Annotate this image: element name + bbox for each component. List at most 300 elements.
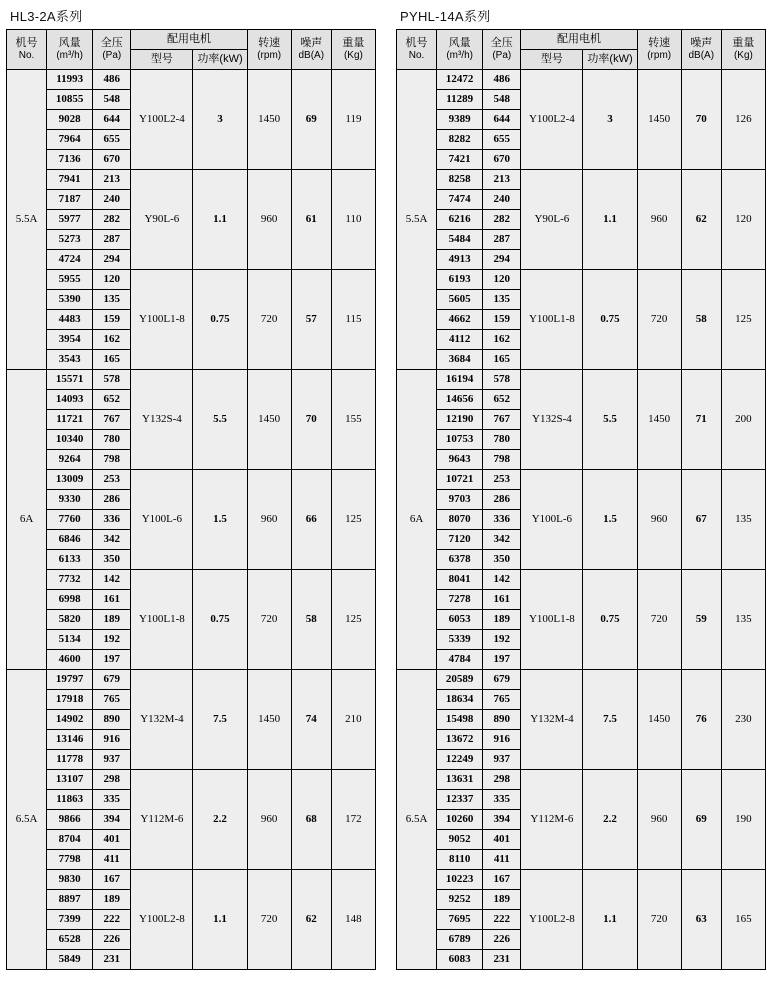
- cell-noise: 63: [681, 870, 721, 970]
- cell-rpm: 1450: [247, 70, 291, 170]
- cell-pressure: 411: [93, 850, 131, 870]
- cell-pressure: 282: [93, 210, 131, 230]
- cell-pressure: 798: [483, 450, 521, 470]
- table-row: [397, 370, 766, 390]
- cell-flow: 12337: [437, 790, 483, 810]
- cell-flow: 7136: [47, 150, 93, 170]
- cell-flow: 17918: [47, 690, 93, 710]
- table-row: [397, 70, 766, 90]
- cell-pressure: 937: [483, 750, 521, 770]
- cell-flow: 6193: [437, 270, 483, 290]
- tables-container: [6, 4, 765, 970]
- cell-flow: 10223: [437, 870, 483, 890]
- cell-flow: 13672: [437, 730, 483, 750]
- cell-motor-power: 1.5: [583, 470, 637, 570]
- cell-motor-power: 0.75: [193, 270, 247, 370]
- cell-flow: 12190: [437, 410, 483, 430]
- table-row: [7, 770, 376, 790]
- cell-noise: 69: [291, 70, 331, 170]
- cell-pressure: 165: [93, 350, 131, 370]
- table-row: [397, 270, 766, 290]
- cell-flow: 12249: [437, 750, 483, 770]
- table-body: [397, 70, 766, 970]
- cell-motor-model: Y100L2-8: [521, 870, 583, 970]
- cell-pressure: 213: [93, 170, 131, 190]
- cell-rpm: 720: [247, 570, 291, 670]
- cell-motor-model: Y100L2-4: [521, 70, 583, 170]
- cell-flow: 11289: [437, 90, 483, 110]
- cell-pressure: 336: [483, 510, 521, 530]
- cell-rpm: 720: [637, 270, 681, 370]
- cell-flow: 8070: [437, 510, 483, 530]
- cell-pressure: 159: [93, 310, 131, 330]
- cell-motor-power: 1.1: [583, 870, 637, 970]
- header-power: [193, 50, 247, 70]
- cell-pressure: 916: [483, 730, 521, 750]
- cell-flow: 7941: [47, 170, 93, 190]
- cell-pressure: 231: [93, 950, 131, 970]
- cell-flow: 13009: [47, 470, 93, 490]
- header-no-main: 机号: [405, 37, 428, 50]
- cell-pressure: 165: [483, 350, 521, 370]
- cell-pressure: 189: [93, 610, 131, 630]
- cell-pressure: 287: [483, 230, 521, 250]
- cell-flow: 5605: [437, 290, 483, 310]
- header-pressure-sub: (Pa): [102, 50, 122, 62]
- cell-pressure: 189: [93, 890, 131, 910]
- cell-rpm: 960: [637, 170, 681, 270]
- header-rpm-sub: (rpm): [257, 50, 282, 62]
- cell-flow: 16194: [437, 370, 483, 390]
- cell-pressure: 890: [93, 710, 131, 730]
- header-rpm: [637, 30, 681, 70]
- header-rpm-main: 转速: [648, 37, 671, 50]
- header-motor: [521, 30, 637, 50]
- header-motor-main: 配用电机: [166, 33, 211, 46]
- table-row: [7, 870, 376, 890]
- cell-flow: 7474: [437, 190, 483, 210]
- header-pressure: [93, 30, 131, 70]
- cell-weight: 126: [721, 70, 765, 170]
- cell-motor-power: 1.1: [193, 170, 247, 270]
- cell-pressure: 652: [483, 390, 521, 410]
- cell-flow: 7278: [437, 590, 483, 610]
- cell-machine-no: 5.5A: [7, 70, 47, 370]
- cell-rpm: 1450: [247, 370, 291, 470]
- cell-noise: 69: [681, 770, 721, 870]
- cell-pressure: 197: [93, 650, 131, 670]
- cell-pressure: 167: [93, 870, 131, 890]
- cell-pressure: 679: [93, 670, 131, 690]
- cell-flow: 6216: [437, 210, 483, 230]
- cell-motor-model: Y132S-4: [521, 370, 583, 470]
- cell-flow: 11778: [47, 750, 93, 770]
- cell-motor-power: 2.2: [583, 770, 637, 870]
- cell-rpm: 1450: [637, 70, 681, 170]
- cell-flow: 9866: [47, 810, 93, 830]
- cell-motor-power: 3: [193, 70, 247, 170]
- header-noise: [681, 30, 721, 70]
- cell-pressure: 394: [93, 810, 131, 830]
- header-flow: [47, 30, 93, 70]
- cell-flow: 7760: [47, 510, 93, 530]
- cell-motor-power: 5.5: [583, 370, 637, 470]
- cell-noise: 59: [681, 570, 721, 670]
- cell-pressure: 548: [483, 90, 521, 110]
- cell-flow: 5390: [47, 290, 93, 310]
- cell-pressure: 282: [483, 210, 521, 230]
- header-model: [131, 50, 193, 70]
- table-row: [397, 470, 766, 490]
- table-block: [396, 4, 766, 970]
- cell-flow: 12472: [437, 70, 483, 90]
- header-rpm-sub: (rpm): [647, 50, 672, 62]
- cell-machine-no: 6A: [7, 370, 47, 670]
- header-no: [7, 30, 47, 70]
- cell-flow: 4483: [47, 310, 93, 330]
- cell-flow: 20589: [437, 670, 483, 690]
- header-pressure-sub: (Pa): [492, 50, 512, 62]
- cell-flow: 7695: [437, 910, 483, 930]
- cell-pressure: 120: [93, 270, 131, 290]
- cell-flow: 9643: [437, 450, 483, 470]
- cell-machine-no: 5.5A: [397, 70, 437, 370]
- cell-flow: 15571: [47, 370, 93, 390]
- cell-rpm: 1450: [637, 670, 681, 770]
- cell-noise: 61: [291, 170, 331, 270]
- cell-flow: 4913: [437, 250, 483, 270]
- header-weight-main: 重量: [342, 37, 365, 50]
- cell-rpm: 960: [247, 170, 291, 270]
- cell-flow: 10855: [47, 90, 93, 110]
- cell-motor-power: 0.75: [583, 570, 637, 670]
- cell-pressure: 486: [93, 70, 131, 90]
- cell-flow: 5339: [437, 630, 483, 650]
- cell-flow: 15498: [437, 710, 483, 730]
- table-row: [7, 70, 376, 90]
- cell-flow: 4112: [437, 330, 483, 350]
- cell-pressure: 286: [483, 490, 521, 510]
- cell-noise: 62: [681, 170, 721, 270]
- cell-flow: 8704: [47, 830, 93, 850]
- table-header: [397, 30, 766, 70]
- cell-flow: 10260: [437, 810, 483, 830]
- cell-motor-model: Y132S-4: [131, 370, 193, 470]
- cell-motor-power: 1.1: [193, 870, 247, 970]
- header-noise-main: 噪声: [300, 37, 323, 50]
- header-noise-sub: dB(A): [688, 50, 715, 62]
- cell-pressure: 286: [93, 490, 131, 510]
- cell-pressure: 350: [93, 550, 131, 570]
- cell-motor-power: 1.5: [193, 470, 247, 570]
- cell-noise: 71: [681, 370, 721, 470]
- header-model-main: 型号: [540, 53, 563, 66]
- cell-flow: 13146: [47, 730, 93, 750]
- cell-flow: 5820: [47, 610, 93, 630]
- cell-rpm: 720: [637, 870, 681, 970]
- header-pressure-main: 全压: [100, 37, 123, 50]
- cell-flow: 3543: [47, 350, 93, 370]
- cell-flow: 6378: [437, 550, 483, 570]
- header-power: [583, 50, 637, 70]
- cell-flow: 8897: [47, 890, 93, 910]
- cell-pressure: 780: [483, 430, 521, 450]
- cell-flow: 9264: [47, 450, 93, 470]
- header-pressure-main: 全压: [490, 37, 513, 50]
- cell-weight: 125: [331, 570, 375, 670]
- cell-pressure: 197: [483, 650, 521, 670]
- cell-rpm: 720: [637, 570, 681, 670]
- cell-flow: 19797: [47, 670, 93, 690]
- header-flow-sub: (m³/h): [446, 50, 473, 62]
- header-no-sub: No.: [18, 50, 35, 62]
- header-power-main: 功率(kW): [587, 53, 633, 66]
- cell-flow: 7187: [47, 190, 93, 210]
- cell-noise: 68: [291, 770, 331, 870]
- cell-pressure: 240: [93, 190, 131, 210]
- cell-machine-no: 6.5A: [397, 670, 437, 970]
- header-weight-main: 重量: [732, 37, 755, 50]
- cell-flow: 13107: [47, 770, 93, 790]
- cell-pressure: 578: [93, 370, 131, 390]
- table-row: [7, 470, 376, 490]
- header-row-top: [397, 30, 766, 50]
- table-row: [7, 370, 376, 390]
- cell-flow: 9028: [47, 110, 93, 130]
- header-power-main: 功率(kW): [197, 53, 243, 66]
- cell-noise: 74: [291, 670, 331, 770]
- cell-pressure: 342: [93, 530, 131, 550]
- cell-weight: 119: [331, 70, 375, 170]
- cell-pressure: 765: [483, 690, 521, 710]
- cell-noise: 70: [291, 370, 331, 470]
- cell-flow: 5955: [47, 270, 93, 290]
- cell-weight: 165: [721, 870, 765, 970]
- cell-noise: 67: [681, 470, 721, 570]
- header-row-top: [7, 30, 376, 50]
- cell-pressure: 350: [483, 550, 521, 570]
- cell-flow: 10721: [437, 470, 483, 490]
- header-flow-main: 风量: [58, 37, 81, 50]
- cell-motor-model: Y132M-4: [521, 670, 583, 770]
- cell-weight: 125: [331, 470, 375, 570]
- cell-weight: 120: [721, 170, 765, 270]
- cell-pressure: 401: [483, 830, 521, 850]
- cell-noise: 70: [681, 70, 721, 170]
- cell-flow: 14656: [437, 390, 483, 410]
- cell-flow: 11993: [47, 70, 93, 90]
- table-row: [397, 770, 766, 790]
- cell-pressure: 798: [93, 450, 131, 470]
- cell-flow: 7399: [47, 910, 93, 930]
- cell-noise: 58: [291, 570, 331, 670]
- cell-noise: 76: [681, 670, 721, 770]
- cell-machine-no: 6A: [397, 370, 437, 670]
- cell-pressure: 222: [93, 910, 131, 930]
- cell-pressure: 937: [93, 750, 131, 770]
- cell-pressure: 231: [483, 950, 521, 970]
- cell-flow: 7120: [437, 530, 483, 550]
- cell-pressure: 342: [483, 530, 521, 550]
- cell-pressure: 298: [483, 770, 521, 790]
- cell-flow: 4724: [47, 250, 93, 270]
- cell-flow: 6053: [437, 610, 483, 630]
- cell-pressure: 253: [483, 470, 521, 490]
- cell-flow: 4662: [437, 310, 483, 330]
- header-weight: [331, 30, 375, 70]
- cell-pressure: 401: [93, 830, 131, 850]
- header-model: [521, 50, 583, 70]
- cell-pressure: 161: [483, 590, 521, 610]
- cell-weight: 200: [721, 370, 765, 470]
- cell-pressure: 890: [483, 710, 521, 730]
- table-body: [7, 70, 376, 970]
- cell-flow: 5134: [47, 630, 93, 650]
- cell-flow: 6528: [47, 930, 93, 950]
- cell-rpm: 1450: [637, 370, 681, 470]
- cell-weight: 230: [721, 670, 765, 770]
- header-no-sub: No.: [408, 50, 425, 62]
- cell-pressure: 120: [483, 270, 521, 290]
- cell-rpm: 960: [247, 770, 291, 870]
- cell-rpm: 960: [637, 470, 681, 570]
- header-no: [397, 30, 437, 70]
- cell-flow: 7964: [47, 130, 93, 150]
- cell-flow: 6998: [47, 590, 93, 610]
- cell-pressure: 644: [93, 110, 131, 130]
- cell-pressure: 767: [483, 410, 521, 430]
- cell-flow: 8282: [437, 130, 483, 150]
- cell-pressure: 189: [483, 890, 521, 910]
- header-no-main: 机号: [15, 37, 38, 50]
- cell-rpm: 1450: [247, 670, 291, 770]
- cell-pressure: 142: [483, 570, 521, 590]
- cell-pressure: 240: [483, 190, 521, 210]
- cell-pressure: 655: [93, 130, 131, 150]
- cell-motor-model: Y100L2-8: [131, 870, 193, 970]
- header-noise-sub: dB(A): [298, 50, 325, 62]
- cell-pressure: 135: [93, 290, 131, 310]
- header-motor-main: 配用电机: [556, 33, 601, 46]
- cell-pressure: 192: [93, 630, 131, 650]
- cell-flow: 9252: [437, 890, 483, 910]
- header-flow-sub: (m³/h): [56, 50, 83, 62]
- cell-flow: 5273: [47, 230, 93, 250]
- header-weight-sub: (Kg): [733, 50, 753, 62]
- cell-flow: 9703: [437, 490, 483, 510]
- cell-flow: 11863: [47, 790, 93, 810]
- cell-pressure: 548: [93, 90, 131, 110]
- table-row: [7, 570, 376, 590]
- cell-machine-no: 6.5A: [7, 670, 47, 970]
- cell-weight: 125: [721, 270, 765, 370]
- cell-pressure: 294: [93, 250, 131, 270]
- cell-pressure: 162: [93, 330, 131, 350]
- cell-flow: 6083: [437, 950, 483, 970]
- cell-pressure: 222: [483, 910, 521, 930]
- cell-flow: 5484: [437, 230, 483, 250]
- cell-pressure: 486: [483, 70, 521, 90]
- cell-flow: 8258: [437, 170, 483, 190]
- cell-pressure: 226: [93, 930, 131, 950]
- table-title: HL3-2A系列: [10, 9, 83, 24]
- cell-pressure: 167: [483, 870, 521, 890]
- cell-weight: 135: [721, 470, 765, 570]
- cell-weight: 155: [331, 370, 375, 470]
- table-row: [397, 670, 766, 690]
- cell-flow: 3684: [437, 350, 483, 370]
- cell-pressure: 655: [483, 130, 521, 150]
- cell-pressure: 670: [93, 150, 131, 170]
- header-rpm: [247, 30, 291, 70]
- cell-flow: 14902: [47, 710, 93, 730]
- cell-motor-model: Y90L-6: [131, 170, 193, 270]
- cell-motor-power: 5.5: [193, 370, 247, 470]
- cell-pressure: 780: [93, 430, 131, 450]
- cell-flow: 6789: [437, 930, 483, 950]
- cell-motor-model: Y112M-6: [131, 770, 193, 870]
- cell-flow: 6846: [47, 530, 93, 550]
- cell-motor-model: Y100L-6: [131, 470, 193, 570]
- cell-motor-model: Y100L1-8: [521, 270, 583, 370]
- cell-pressure: 253: [93, 470, 131, 490]
- cell-motor-power: 3: [583, 70, 637, 170]
- cell-pressure: 294: [483, 250, 521, 270]
- cell-pressure: 298: [93, 770, 131, 790]
- header-motor: [131, 30, 247, 50]
- cell-pressure: 916: [93, 730, 131, 750]
- cell-motor-model: Y100L1-8: [131, 270, 193, 370]
- cell-flow: 7732: [47, 570, 93, 590]
- cell-pressure: 670: [483, 150, 521, 170]
- cell-weight: 210: [331, 670, 375, 770]
- cell-pressure: 652: [93, 390, 131, 410]
- fan-spec-table: [6, 29, 376, 970]
- cell-flow: 5977: [47, 210, 93, 230]
- cell-motor-model: Y112M-6: [521, 770, 583, 870]
- cell-weight: 172: [331, 770, 375, 870]
- cell-rpm: 720: [247, 270, 291, 370]
- cell-pressure: 578: [483, 370, 521, 390]
- cell-flow: 6133: [47, 550, 93, 570]
- cell-pressure: 679: [483, 670, 521, 690]
- cell-motor-power: 7.5: [193, 670, 247, 770]
- cell-noise: 62: [291, 870, 331, 970]
- cell-flow: 18634: [437, 690, 483, 710]
- cell-flow: 14093: [47, 390, 93, 410]
- cell-motor-power: 0.75: [193, 570, 247, 670]
- cell-weight: 190: [721, 770, 765, 870]
- header-rpm-main: 转速: [258, 37, 281, 50]
- cell-rpm: 960: [637, 770, 681, 870]
- cell-flow: 8110: [437, 850, 483, 870]
- cell-flow: 9389: [437, 110, 483, 130]
- cell-flow: 10753: [437, 430, 483, 450]
- cell-motor-model: Y132M-4: [131, 670, 193, 770]
- table-row: [397, 870, 766, 890]
- cell-flow: 9052: [437, 830, 483, 850]
- header-noise-main: 噪声: [690, 37, 713, 50]
- cell-motor-model: Y100L1-8: [131, 570, 193, 670]
- header-flow-main: 风量: [448, 37, 471, 50]
- cell-pressure: 189: [483, 610, 521, 630]
- header-pressure: [483, 30, 521, 70]
- cell-pressure: 411: [483, 850, 521, 870]
- cell-pressure: 135: [483, 290, 521, 310]
- cell-flow: 8041: [437, 570, 483, 590]
- cell-pressure: 335: [483, 790, 521, 810]
- cell-noise: 58: [681, 270, 721, 370]
